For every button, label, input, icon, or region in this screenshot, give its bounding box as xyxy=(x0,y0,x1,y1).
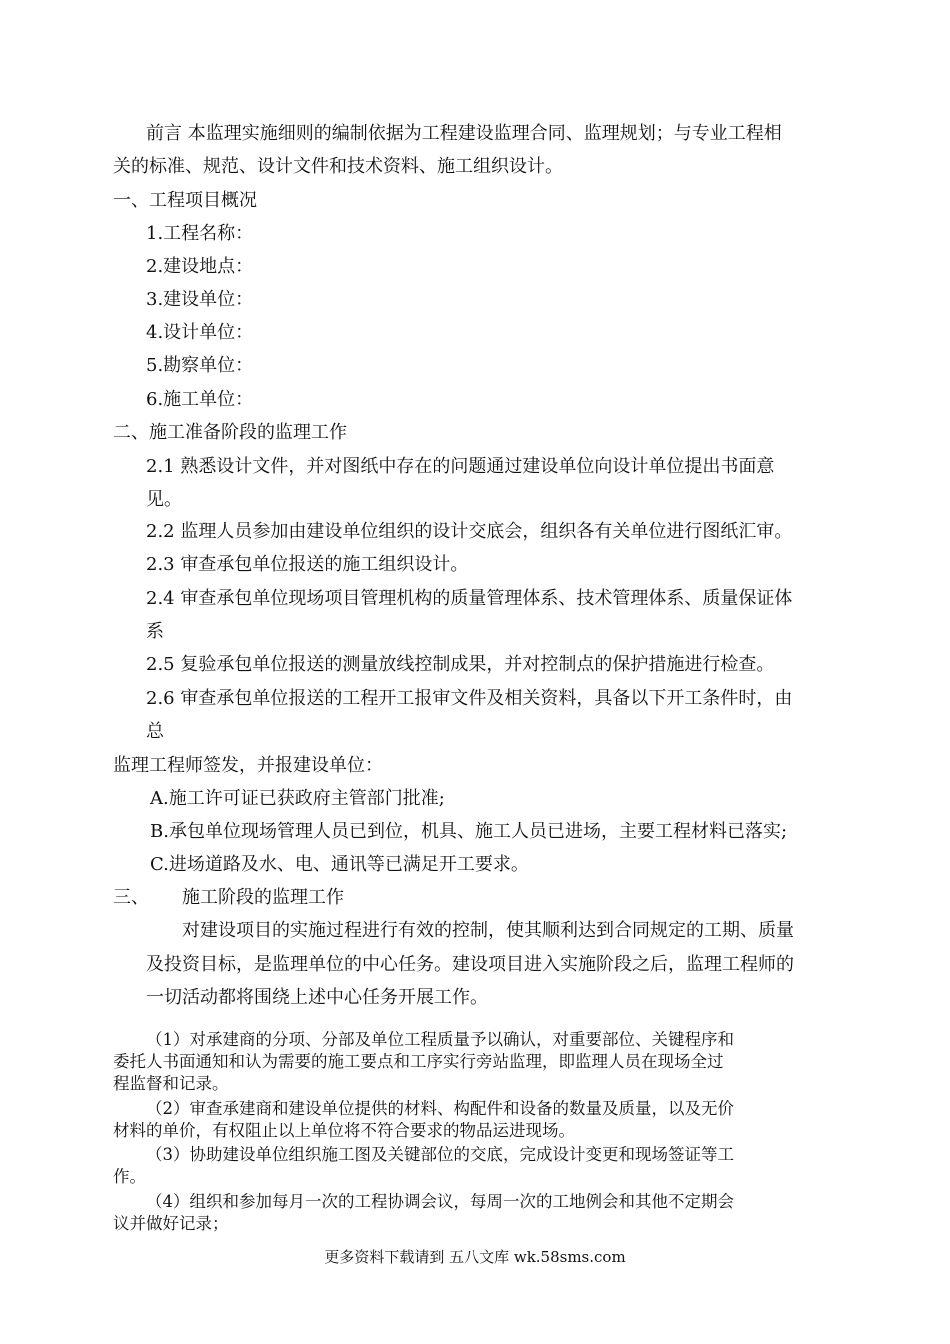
paragraph-2-1-cont: 见。 xyxy=(146,489,182,510)
item-1-cont: 委托人书面通知和认为需要的施工要点和工序实行旁站监理，即监理人员在现场全过 xyxy=(113,1052,724,1071)
project-item: 4.设计单位： xyxy=(146,322,254,343)
preface-line-1: 前言 本监理实施细则的编制依据为工程建设监理合同、监理规划；与专业工程相 xyxy=(146,123,782,144)
paragraph-2-6-cont: 总 xyxy=(146,721,164,742)
project-item: 5.勘察单位： xyxy=(146,355,254,376)
section-3-heading: 施工阶段的监理工作 xyxy=(182,887,344,908)
section-1-heading: 一、工程项目概况 xyxy=(113,190,257,211)
paragraph-2-6-cont: 监理工程师签发，并报建设单位： xyxy=(113,755,383,776)
paragraph-2-3: 2.3 审查承包单位报送的施工组织设计。 xyxy=(146,554,469,575)
paragraph-2-4-cont: 系 xyxy=(146,621,164,642)
section-3-intro: 一切活动都将围绕上述中心任务开展工作。 xyxy=(146,987,488,1008)
paragraph-2-2: 2.2 监理人员参加由建设单位组织的设计交底会，组织各有关单位进行图纸汇审。 xyxy=(146,521,793,542)
item-3-cont: 作。 xyxy=(113,1167,146,1186)
condition-b: B.承包单位现场管理人员已到位，机具、施工人员已进场，主要工程材料已落实; xyxy=(150,821,788,842)
paragraph-2-6: 2.6 审查承包单位报送的工程开工报审文件及相关资料，具备以下开工条件时，由 xyxy=(146,688,793,709)
item-3: （3）协助建设单位组织施工图及关键部位的交底，完成设计变更和现场签证等工 xyxy=(146,1145,734,1164)
item-4-cont: 议并做好记录； xyxy=(113,1214,229,1233)
item-4: （4）组织和参加每月一次的工程协调会议，每周一次的工地例会和其他不定期会 xyxy=(146,1192,734,1211)
paragraph-2-5: 2.5 复验承包单位报送的测量放线控制成果，并对控制点的保护措施进行检查。 xyxy=(146,654,775,675)
section-3-heading-number: 三、 xyxy=(113,887,149,908)
condition-c: C.进场道路及水、电、通讯等已满足开工要求。 xyxy=(150,854,529,875)
section-2-heading: 二、施工准备阶段的监理工作 xyxy=(113,422,347,443)
item-2-cont: 材料的单价，有权阻止以上单位将不符合要求的物品运进现场。 xyxy=(113,1121,575,1140)
paragraph-2-1: 2.1 熟悉设计文件，并对图纸中存在的问题通过建设单位向设计单位提出书面意 xyxy=(146,456,775,477)
item-1-cont: 程监督和记录。 xyxy=(113,1074,229,1093)
project-item: 6.施工单位： xyxy=(146,389,254,410)
item-1: （1）对承建商的分项、分部及单位工程质量予以确认，对重要部位、关键程序和 xyxy=(146,1030,734,1049)
project-item: 2.建设地点： xyxy=(146,256,254,277)
project-item: 1.工程名称： xyxy=(146,223,254,244)
paragraph-2-4: 2.4 审查承包单位现场项目管理机构的质量管理体系、技术管理体系、质量保证体 xyxy=(146,588,793,609)
footer-text: 更多资料下载请到 五八文库 wk.58sms.com xyxy=(324,1248,626,1266)
preface-line-2: 关的标准、规范、设计文件和技术资料、施工组织设计。 xyxy=(113,156,563,177)
section-3-intro: 及投资目标，是监理单位的中心任务。建设项目进入实施阶段之后，监理工程师的 xyxy=(146,954,794,975)
item-2: （2）审查承建商和建设单位提供的材料、构配件和设备的数量及质量，以及无价 xyxy=(146,1099,734,1118)
project-item: 3.建设单位： xyxy=(146,289,254,310)
condition-a: A.施工许可证已获政府主管部门批准; xyxy=(150,788,445,809)
section-3-intro: 对建设项目的实施过程进行有效的控制，使其顺利达到合同规定的工期、质量 xyxy=(182,920,794,941)
